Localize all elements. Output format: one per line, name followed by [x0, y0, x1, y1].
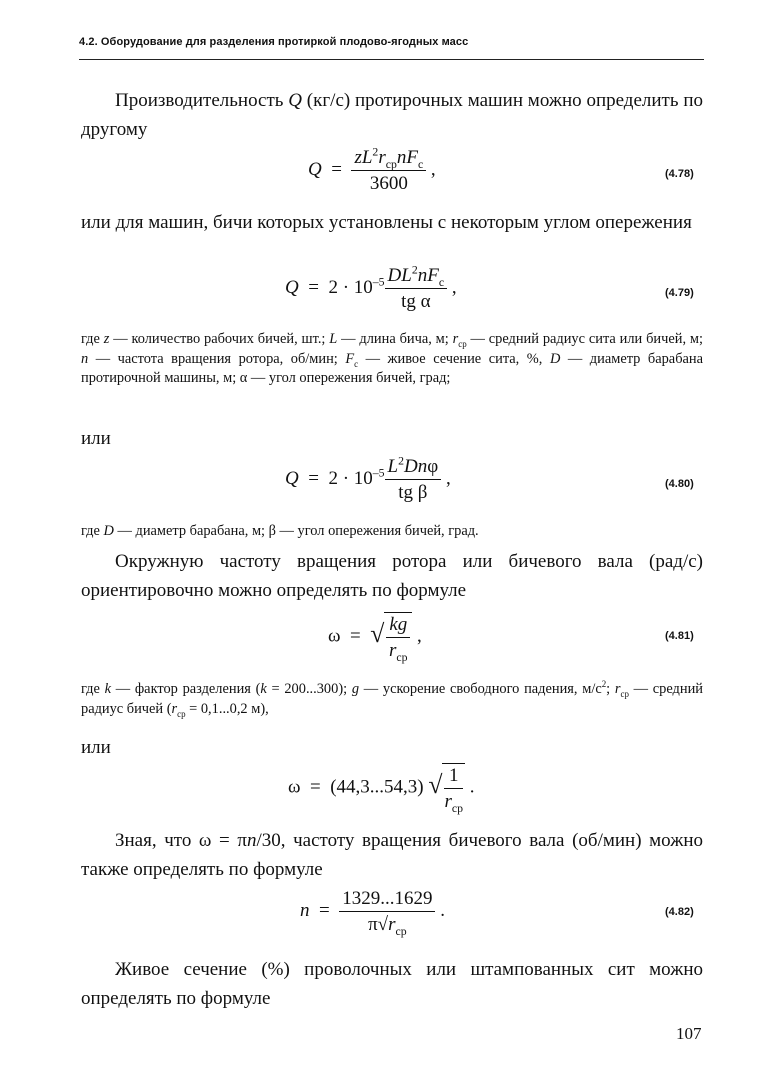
- paragraph-or-1: или: [81, 428, 111, 449]
- note-variables-1: где z — количество рабочих бичей, шт.; L — длина бича, м; $r_{ср}$ — средний радиус сита или бичей, м; n — частота вращения ротора, об/мин; $F_с$ — живое сечение сита, %, D — диаметр барабана протирочной машины, м; α — угол опережения бичей, град;: [81, 331, 704, 386]
- equation-number-4-79: (4.79): [665, 287, 694, 299]
- header-rule: [79, 59, 704, 60]
- equation-4-80: $Q = 2 \cdot 10^{-5}$ $\frac{L^2Dn\varphi}{\text{tg β}}$ ,: [285, 454, 451, 503]
- paragraph-lead-angle: или для машин, бичи которых установлены с некоторым углом опережения: [81, 212, 692, 233]
- equation-4-78: Q = $\frac{zL^2r_{ср}nF_с}{3600}$ ,: [308, 145, 436, 194]
- equation-4-81-alt: ω = (44,3...54,3) √ $\frac{1}{r_{ср}}$ .: [288, 765, 475, 815]
- equation-number-4-81: (4.81): [665, 630, 694, 642]
- paragraph-open-area: Живое сечение (%) проволочных или штампованных сит можно определять по формуле: [81, 959, 703, 1009]
- equation-4-81: ω = √ $\frac{kg}{r_{ср}}$ ,: [328, 614, 422, 664]
- paragraph-productivity-intro: Производительность Q (кг/с) протирочных машин можно определить по другому: [81, 90, 703, 140]
- equation-number-4-78: (4.78): [665, 168, 694, 180]
- equation-4-79: $Q = 2 \cdot 10^{-5}$ $\frac{DL^2nF_с}{\text{tg α}}$ ,: [285, 263, 457, 312]
- note-variables-3: где k — фактор разделения (k = 200...300); g — ускорение свободного падения, $м/с^2$; $r_{ср}$ — средний радиус бичей ($r_{ср} = 0,1...0,2$ м),: [81, 679, 703, 719]
- equation-4-82: n = $\frac{1329...1629}{\pi√r_{ср}}$ .: [300, 888, 445, 938]
- running-header: 4.2. Оборудование для разделения протиркой плодово-ягодных масс: [79, 36, 469, 48]
- paragraph-angular-frequency: Окружную частоту вращения ротора или бичевого вала (рад/с) ориентировочно можно определять по формуле: [81, 551, 703, 601]
- paragraph-shaft-rotation: Зная, что ω = πn/30, частоту вращения бичевого вала (об/мин) можно также определять по формуле: [81, 830, 703, 880]
- equation-number-4-80: (4.80): [665, 478, 694, 490]
- equation-number-4-82: (4.82): [665, 906, 694, 918]
- note-variables-2: где D — диаметр барабана, м; β — угол опережения бичей, град.: [81, 523, 479, 539]
- paragraph-or-2: или: [81, 737, 111, 758]
- page-number: 107: [676, 1024, 702, 1043]
